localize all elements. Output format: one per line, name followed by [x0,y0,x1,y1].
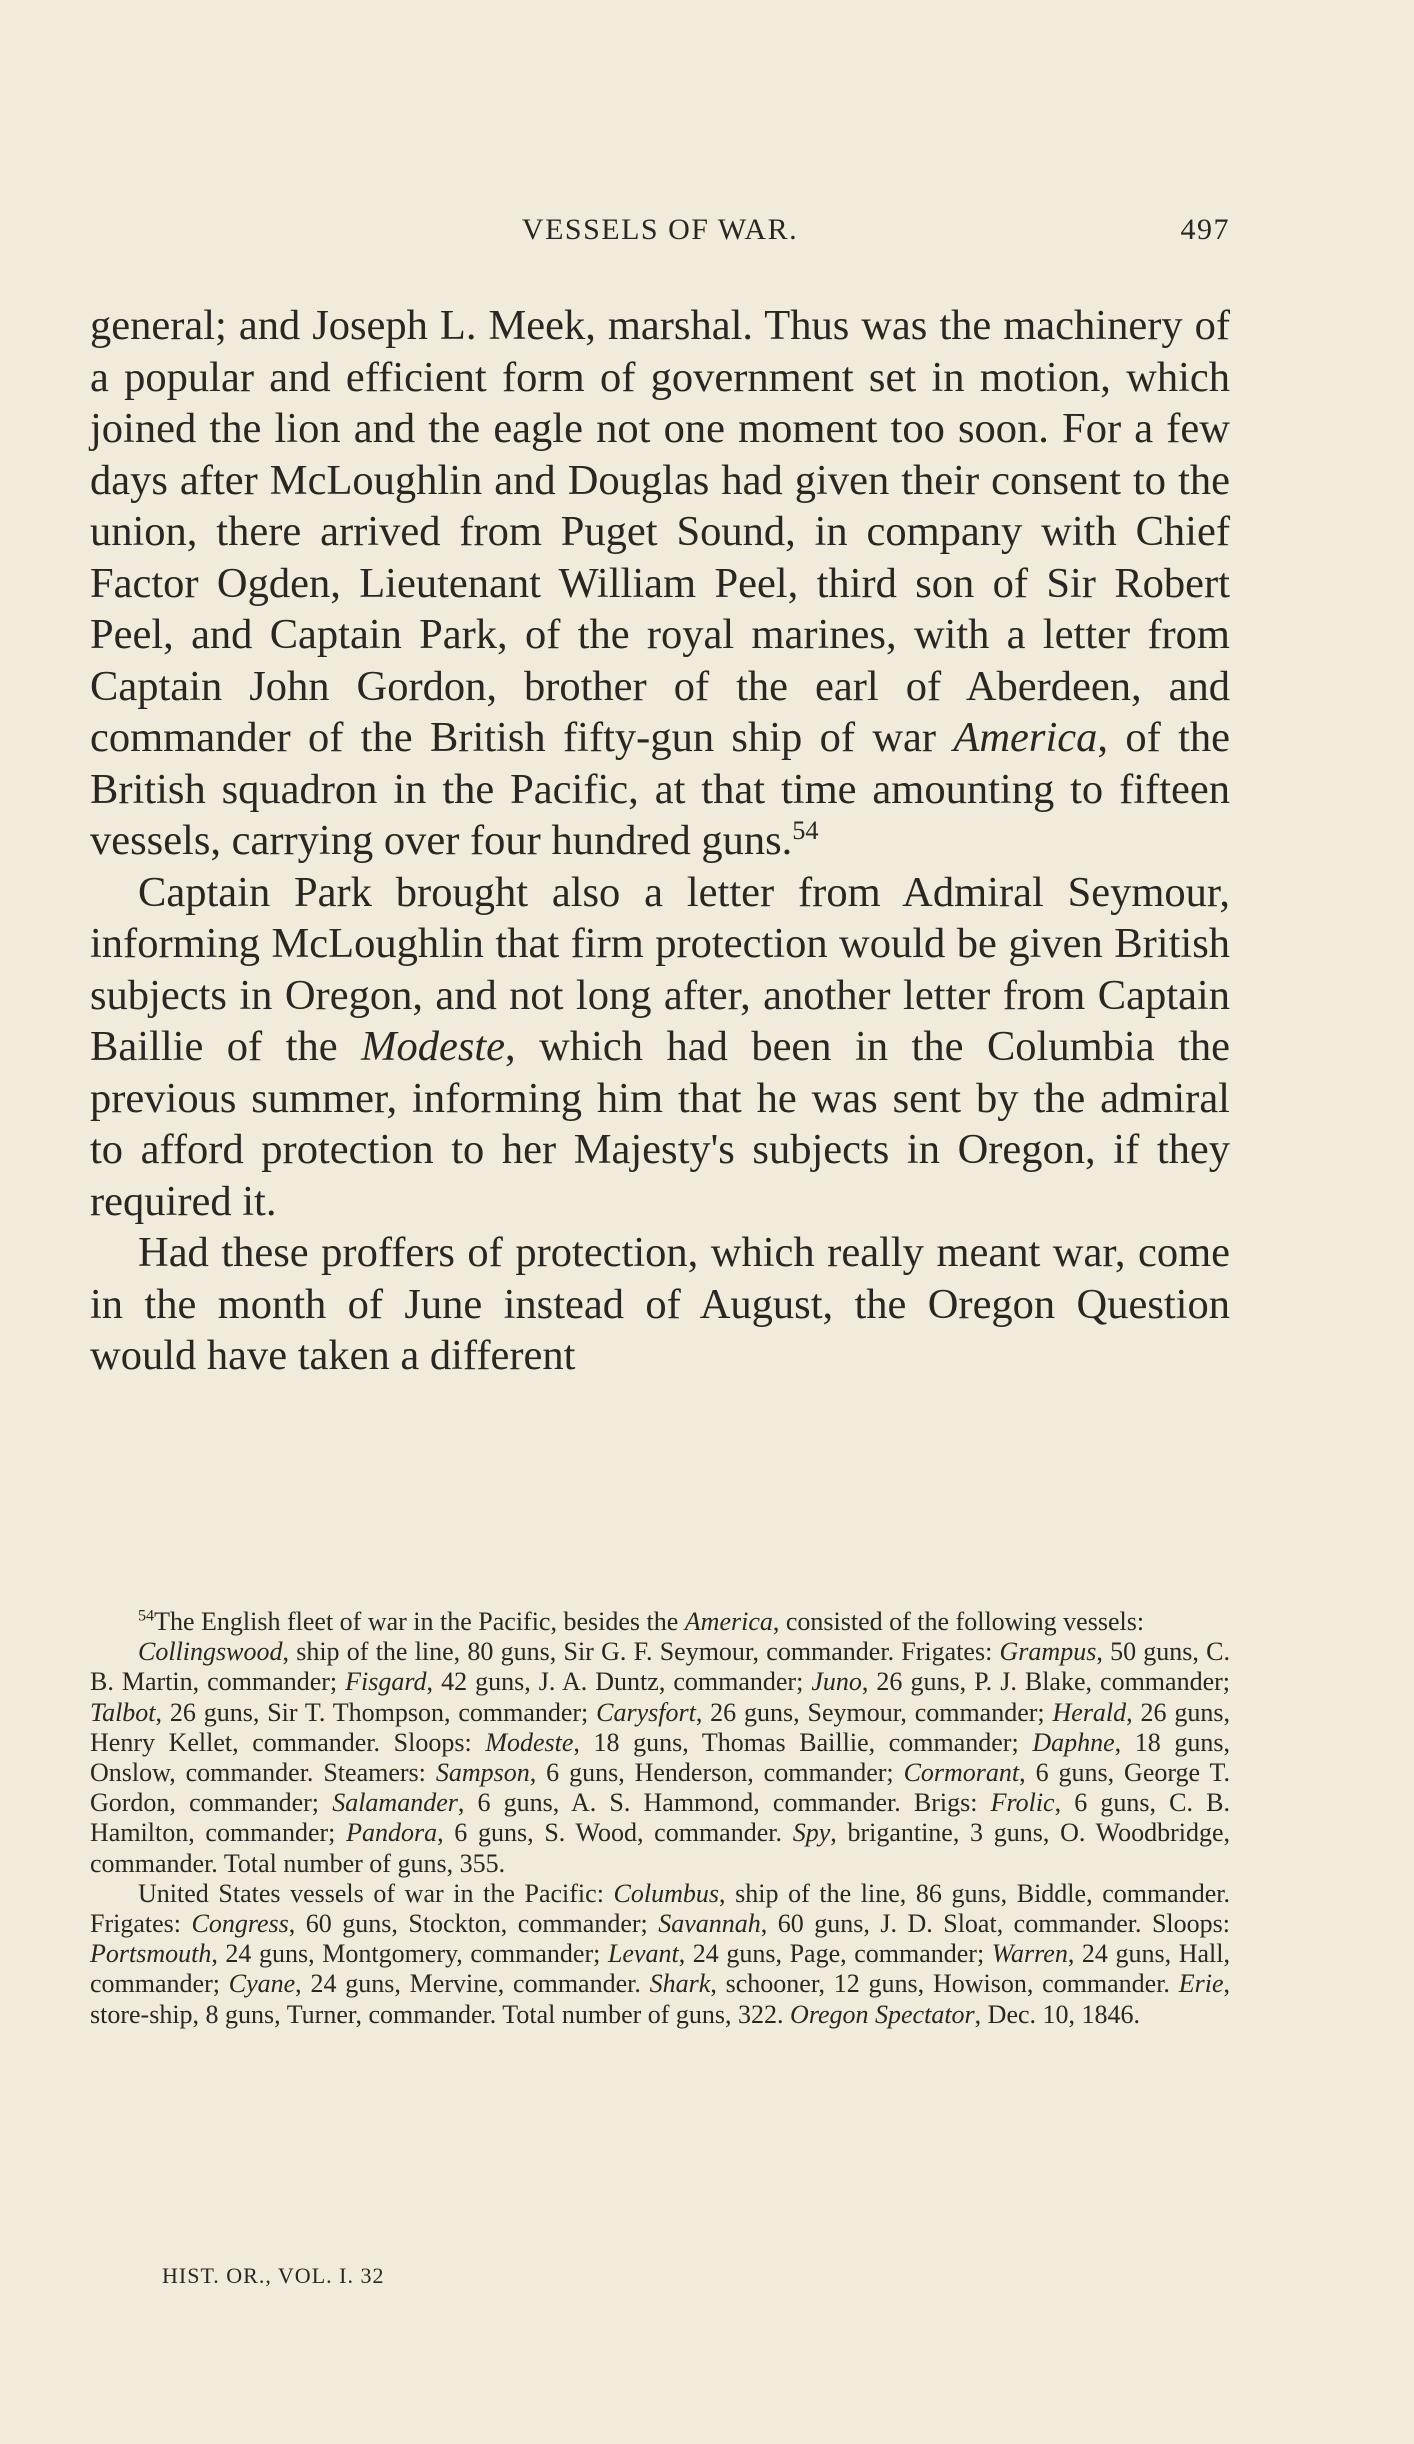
footnote-text: , 26 guns, Henry Kellet, commander. Sloops: [90,1697,1230,1757]
paragraph-1-text-a: general; and Joseph L. Meek, marshal. Thus was the machinery of a popular and efficient form of government set in motion, which joined the lion and the eagle not one moment too soon. For a few days after McLoughlin and Douglas had given their consent to the union, there arrived from Puget Sound, in company with Chief Factor Ogden, Lieutenant William Peel, third son of Sir Robert Peel, and Captain Park, of the royal marines, with a letter from Captain John Gordon, brother of the earl of Aberdeen, and commander of the British fifty-gun ship of war [90,302,1230,761]
running-header [90,213,1230,253]
footnote-ship: Warren [991,1939,1068,1969]
footnote-text: , Dec. 10, 1846. [974,1999,1141,2029]
footnote-mark: 54 [138,1607,155,1625]
footnote-ship: Herald [1052,1697,1127,1727]
footnote-source: Oregon Spectator [790,1999,975,2029]
footnote-text: United States vessels of war in the Pacific: [138,1878,614,1908]
footnote-text: , 50 guns, C. B. Martin, commander; [90,1637,1230,1697]
footnote-ship: Cormorant [903,1758,1020,1788]
footnote-ship: America [684,1607,773,1636]
footnote-text: , 60 guns, Stockton, commander; [288,1909,659,1939]
footnote-block [90,1607,1230,2030]
ship-name-modeste: Modeste [361,1023,506,1070]
footnote-ship: Talbot [90,1697,156,1727]
footnote-ship: Portsmouth [90,1939,212,1969]
footnote-text: , 6 guns, George T. Gordon, commander; [90,1758,1230,1818]
footnote-ship: Congress [191,1909,289,1939]
footnote-text: , ship of the line, 86 guns, Biddle, commander. Frigates: [90,1878,1230,1939]
paragraph-2-text-a: Captain Park brought also a letter from Admiral Seymour, informing McLoughlin that firm protection would be given British subjects in Oregon, and not long after, another letter from Captain Baillie of the [90,868,1230,1070]
footnote-ship: Sampson [435,1758,530,1788]
ship-name-america: America [953,714,1098,761]
footnote-english-fleet [90,1637,1230,1879]
footnote-text: , 24 guns, Mervine, commander. [295,1969,650,1999]
footnote-text: , 6 guns, A. S. Hammond, commander. Brigs: [457,1788,991,1818]
footnote-ship: Pandora [346,1818,438,1848]
main-text [90,300,1230,1382]
footnote-text: , 6 guns, C. B. Hamilton, commander; [90,1788,1230,1848]
footnote-intro [90,1607,1230,1637]
footnote-ship: Frolic [990,1788,1055,1818]
footnote-ship: Collingswood [138,1637,283,1667]
paragraph-1 [90,300,1230,867]
paragraph-2-text-b: , which had been in the Columbia the previous summer, informing him that he was sent by the admiral to afford protection to her Majesty's subjects in Oregon, if they required it. [90,1023,1230,1225]
footnote-text: , 42 guns, J. A. Duntz, commander; [426,1667,812,1697]
footnote-text: , 6 guns, S. Wood, commander. [437,1818,793,1848]
footnote-text: The English fleet of war in the Pacific, besides the [154,1607,685,1636]
page-number: 497 [1180,213,1230,246]
paragraph-3: Had these proffers of protection, which really meant war, come in the month of June instead of August, the Oregon Question would have taken a different [90,1229,1230,1379]
footnote-text: , 24 guns, Montgomery, commander; [211,1939,608,1969]
footnote-ship: Levant [607,1939,679,1969]
paragraph-2 [90,867,1230,1228]
footnote-text: , 24 guns, Page, commander; [678,1939,992,1969]
paragraph-1-text-b: , of the British squadron in the Pacific, at that time amounting to fifteen vessels, carrying over four hundred guns. [90,714,1230,864]
footnote-reference[interactable]: 54 [792,815,819,845]
footnote-ship: Salamander [332,1788,458,1818]
running-title: VESSELS OF WAR. [521,213,799,246]
footnote-ship: Daphne [1032,1727,1115,1757]
footnote-ship: Modeste [485,1727,574,1757]
footnote-text: , 6 guns, Henderson, commander; [529,1758,904,1788]
footnote-ship: Shark [649,1969,711,1999]
footnote-ship: Columbus [613,1878,720,1908]
footnote-text: , 18 guns, Thomas Baillie, commander; [573,1727,1033,1757]
footnote-text: , 26 guns, P. J. Blake, commander; [861,1667,1230,1697]
footnote-text: , consisted of the following vessels: [772,1607,1145,1636]
footnote-text: , schooner, 12 guns, Howison, commander. [710,1969,1179,1999]
footnote-ship: Fisgard [345,1667,427,1697]
footnote-us-fleet [90,1879,1230,2030]
footnote-ship: Savannah [658,1909,761,1939]
footnote-ship: Juno [811,1667,862,1697]
footnote-text: , 18 guns, Onslow, commander. Steamers: [90,1727,1230,1788]
footnote-text: , 24 guns, Hall, commander; [90,1939,1230,1999]
footnote-text: , 26 guns, Sir T. Thompson, commander; [155,1697,597,1727]
footnote-text: , 60 guns, J. D. Sloat, commander. Sloops: [760,1909,1230,1939]
footnote-text: , 26 guns, Seymour, commander; [695,1697,1053,1727]
footnote-text: , brigantine, 3 guns, O. Woodbridge, commander. Total number of guns, 355. [90,1818,1230,1878]
footnote-text: , store-ship, 8 guns, Turner, commander. Total number of guns, 322. [90,1969,1230,2029]
footnote-ship: Cyane [228,1969,296,1999]
footnote-text: , ship of the line, 80 guns, Sir G. F. Seymour, commander. Frigates: [282,1637,1000,1667]
footnote-ship: Spy [792,1818,831,1848]
footnote-ship: Carysfort [596,1697,696,1727]
footnote-ship: Erie [1178,1969,1224,1999]
signature-mark: HIST. OR., VOL. I. 32 [162,2263,385,2288]
footnote-ship: Grampus [999,1637,1097,1667]
